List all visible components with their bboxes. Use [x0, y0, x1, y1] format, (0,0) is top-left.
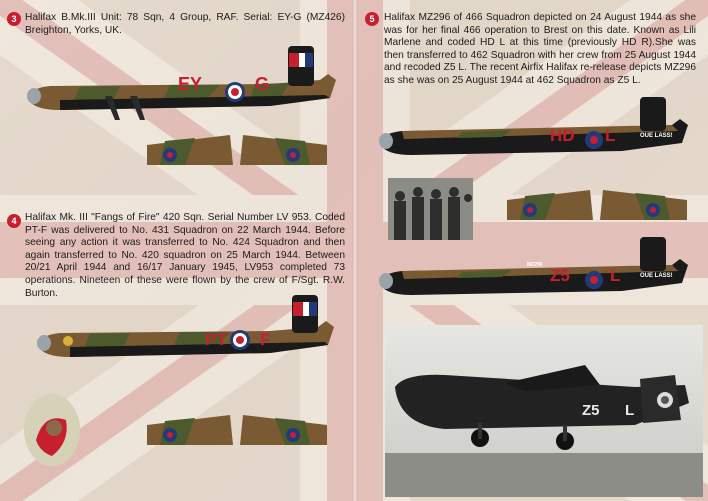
code-letters-left: Z5 — [550, 266, 570, 285]
photo-code-left: Z5 — [582, 402, 600, 419]
nose-art-name: OUE LASS! — [640, 273, 673, 279]
fangs-of-fire-nose-art — [22, 390, 82, 468]
serial-number: MZ296 — [527, 262, 543, 268]
code-letters-right: F — [260, 330, 271, 349]
crew-photo — [388, 178, 473, 240]
halifax-photograph — [385, 325, 703, 497]
profile-number-badge: 3 — [7, 12, 21, 26]
code-letters-left: HD — [550, 126, 575, 145]
wing-planform-3 — [145, 125, 330, 170]
code-letters-right: L — [610, 266, 621, 285]
profile-caption: Halifax Mk. III "Fangs of Fire" 420 Sqn. Serial Number LV 953. Coded PT-F was delivered to No. 431 Squadron on 22 March 1944. Before seeing any action it was transferred to No. 424 Squadron and then again transferred to No. 420 squadron on 25 March 1944. Between 20/21 April 1944 and 16/17 January 1945, LV953 completed 73 operations. Nineteen of these were flown by the crew of F/Sgt. R.W. Burton. — [25, 212, 345, 299]
halifax-side-profile-4 — [30, 295, 345, 375]
wing-planform-4 — [145, 405, 330, 450]
center-fold — [352, 0, 358, 501]
profile-number-badge: 5 — [365, 12, 379, 26]
profile-caption: Halifax B.Mk.III Unit: 78 Sqn, 4 Group, RAF. Serial: EY-G (MZ426) Breighton, Yorks, UK. — [25, 12, 345, 36]
code-letters-right: L — [605, 126, 616, 145]
nose-art-name: OUE LASS! — [640, 133, 673, 139]
code-letters-left: EY — [178, 74, 203, 94]
photo-code-right: L — [625, 402, 635, 419]
profile-number-badge: 4 — [7, 214, 21, 228]
profile-caption: Halifax MZ296 of 466 Squadron depicted on 24 August 1944 as she was for her final 466 operation to Brest on this date. Known as Lili Marlene and coded HD L at this time (previously HD R).She was then transferred to 462 Squadron with her crew from 25 August 1944 and recoded Z5 L. The recent Airfix Halifax re-release depicts MZ296 as she was on 25 August 1944 at 462 Squadron as Z5 L. — [384, 12, 696, 86]
wing-planform-5 — [505, 180, 690, 225]
code-letters-left: PT — [205, 330, 227, 349]
code-letters-right: G — [255, 74, 270, 94]
